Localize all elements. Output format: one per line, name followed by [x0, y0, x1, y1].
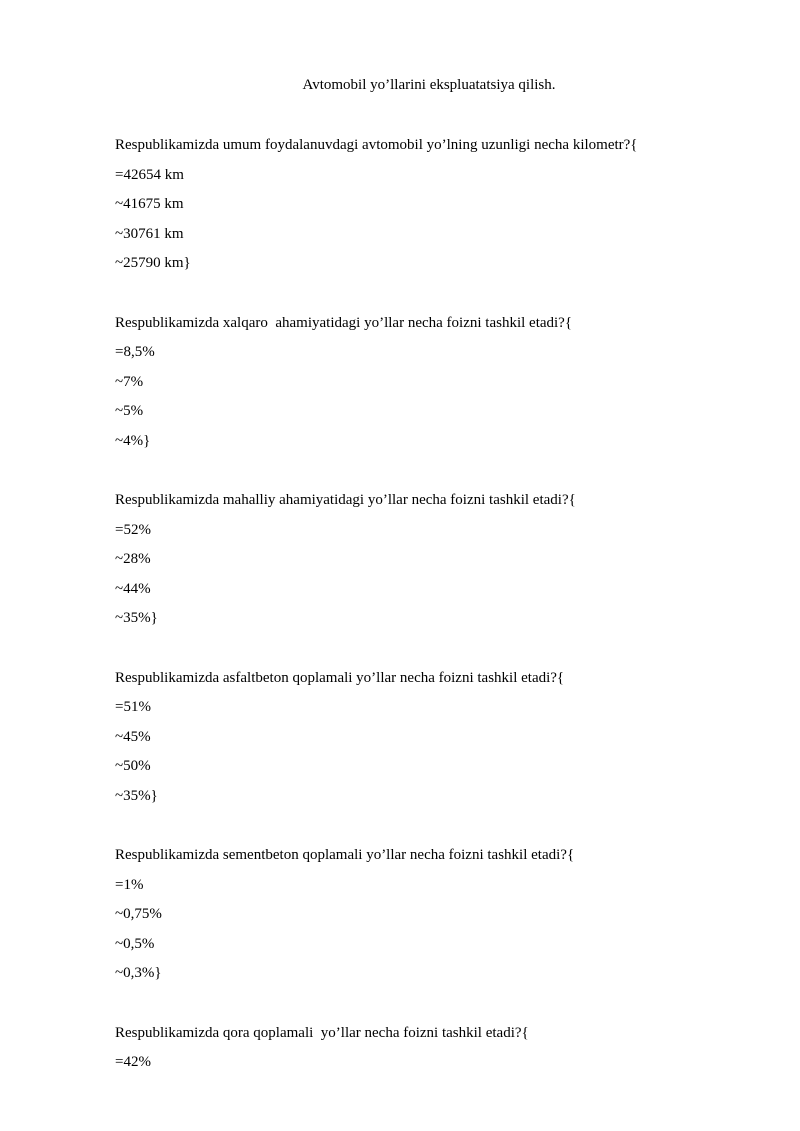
answer-option: ~0,5% [115, 935, 155, 952]
answer-option: =52% [115, 521, 151, 538]
answer-option: ~35%} [115, 610, 158, 626]
question-text: Respublikamizda xalqaro ahamiyatidagi yo’llar necha foizni tashkil etadi?{ [115, 314, 573, 331]
question-text: Respublikamizda asfaltbeton qoplamali yo’llar necha foizni tashkil etadi?{ [115, 669, 565, 686]
answer-option: ~4%} [115, 432, 151, 449]
question-text: Respublikamizda sementbeton qoplamali yo’llar necha foizni tashkil etadi?{ [115, 847, 575, 863]
question-block [115, 1024, 755, 1083]
question-block [115, 669, 755, 817]
answer-option: ~28% [115, 551, 151, 567]
answer-option: =42654 km [115, 166, 184, 183]
question-block [115, 491, 755, 639]
question-block [115, 846, 755, 994]
answer-option: ~0,75% [115, 906, 162, 922]
answer-option: ~30761 km [115, 225, 184, 242]
answer-option: ~7% [115, 373, 144, 390]
question-list [115, 136, 755, 1113]
answer-option: ~44% [115, 580, 151, 597]
answer-option: =8,5% [115, 344, 155, 360]
answer-option: ~35%} [115, 787, 158, 804]
question-block [115, 314, 755, 462]
question-text: Respublikamizda qora qoplamali yo’llar necha foizni tashkil etadi?{ [115, 1024, 529, 1041]
answer-option: ~45% [115, 728, 151, 745]
answer-option: ~5% [115, 403, 144, 419]
document-title: Avtomobil yo’llarini ekspluatatsiya qilish. [302, 77, 556, 93]
answer-option: ~0,3%} [115, 965, 162, 981]
answer-option: ~25790 km} [115, 255, 191, 271]
answer-option: =51% [115, 699, 151, 715]
question-text: Respublikamizda mahalliy ahamiyatidagi yo’llar necha foizni tashkil etadi?{ [115, 492, 576, 508]
answer-option: =42% [115, 1054, 151, 1070]
answer-option: ~41675 km [115, 196, 184, 212]
question-text: Respublikamizda umum foydalanuvdagi avtomobil yo’lning uzunligi necha kilometr?{ [115, 137, 638, 153]
answer-option: =1% [115, 876, 144, 893]
question-block [115, 136, 755, 284]
answer-option: ~50% [115, 758, 151, 774]
